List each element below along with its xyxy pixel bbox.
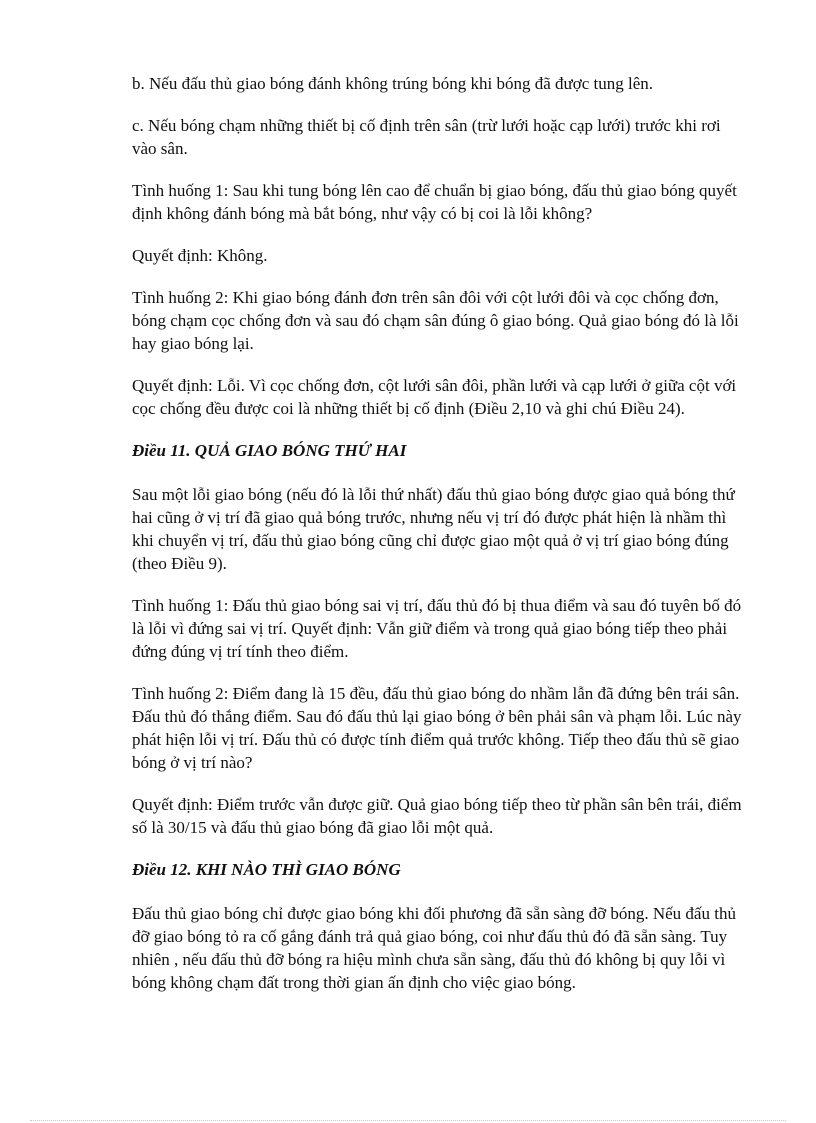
document-page: [132, 72, 742, 1013]
paragraph-article-11-decision: Quyết định: Điểm trước vẫn được giữ. Quả giao bóng tiếp theo từ phần sân bên trái, điểm số là 30/15 và đấu thủ giao bóng đã giao lỗi một quả.: [132, 795, 742, 837]
page-bottom-divider: [30, 1120, 786, 1121]
heading-article-11: Điều 11. QUẢ GIAO BÓNG THỨ HAI: [132, 441, 407, 460]
heading-article-12: Điều 12. KHI NÀO THÌ GIAO BÓNG: [132, 860, 401, 879]
paragraph-case-1: Tình huống 1: Sau khi tung bóng lên cao để chuẩn bị giao bóng, đấu thủ giao bóng quyết định không đánh bóng mà bắt bóng, như vậy có bị coi là lỗi không?: [132, 181, 737, 223]
paragraph-rule-c: c. Nếu bóng chạm những thiết bị cố định trên sân (trừ lưới hoặc cạp lưới) trước khi rơi vào sân.: [132, 116, 721, 158]
paragraph-case-2: Tình huống 2: Khi giao bóng đánh đơn trên sân đôi với cột lưới đôi và cọc chống đơn, bóng chạm cọc chống đơn và sau đó chạm sân đúng ô giao bóng. Quả giao bóng đó là lỗi hay giao bóng lại.: [132, 288, 739, 353]
paragraph-rule-b: b. Nếu đấu thủ giao bóng đánh không trúng bóng khi bóng đã được tung lên.: [132, 74, 654, 93]
paragraph-article-12-body: Đấu thủ giao bóng chỉ được giao bóng khi đối phương đã sẵn sàng đỡ bóng. Nếu đấu thủ đỡ giao bóng tỏ ra cố gắng đánh trả quả giao bóng, coi như đấu thủ đó đã sẵn sàng. Tuy nhiên , nếu đấu thủ đỡ bóng ra hiệu mình chưa sẵn sàng, đấu thủ đó không bị quy lỗi vì bóng không chạm đất trong thời gian ấn định cho việc giao bóng.: [132, 904, 736, 992]
paragraph-article-11-case-2: Tình huống 2: Điểm đang là 15 đều, đấu thủ giao bóng do nhầm lẫn đã đứng bên trái sân. Đấu thủ đó thắng điểm. Sau đó đấu thủ lại giao bóng ở bên phải sân và phạm lỗi. Lúc này phát hiện lỗi vị trí. Đấu thủ có được tính điểm quả trước không. Tiếp theo đấu thủ sẽ giao bóng ở vị trí nào?: [132, 684, 742, 772]
paragraph-article-11-case-1: Tình huống 1: Đấu thủ giao bóng sai vị trí, đấu thủ đó bị thua điểm và sau đó tuyên bố đó là lỗi vì đứng sai vị trí. Quyết định: Vẫn giữ điểm và trong quả giao bóng tiếp theo phải đứng đúng vị trí tính theo điểm.: [132, 596, 742, 661]
paragraph-decision-2: Quyết định: Lỗi. Vì cọc chống đơn, cột lưới sân đôi, phần lưới và cạp lưới ở giữa cột với cọc chống đều được coi là những thiết bị cố định (Điều 2,10 và ghi chú Điều 24).: [132, 376, 737, 418]
paragraph-article-11-body: Sau một lỗi giao bóng (nếu đó là lỗi thứ nhất) đấu thủ giao bóng được giao quả bóng thứ hai cũng ở vị trí đã giao quả bóng trước, nhưng nếu vị trí đó được phát hiện là nhầm thì khi chuyển vị trí, đấu thủ giao bóng cũng chỉ được giao một quả ở vị trí giao bóng đúng (theo Điều 9).: [132, 485, 735, 573]
paragraph-decision-1: Quyết định: Không.: [132, 246, 268, 265]
